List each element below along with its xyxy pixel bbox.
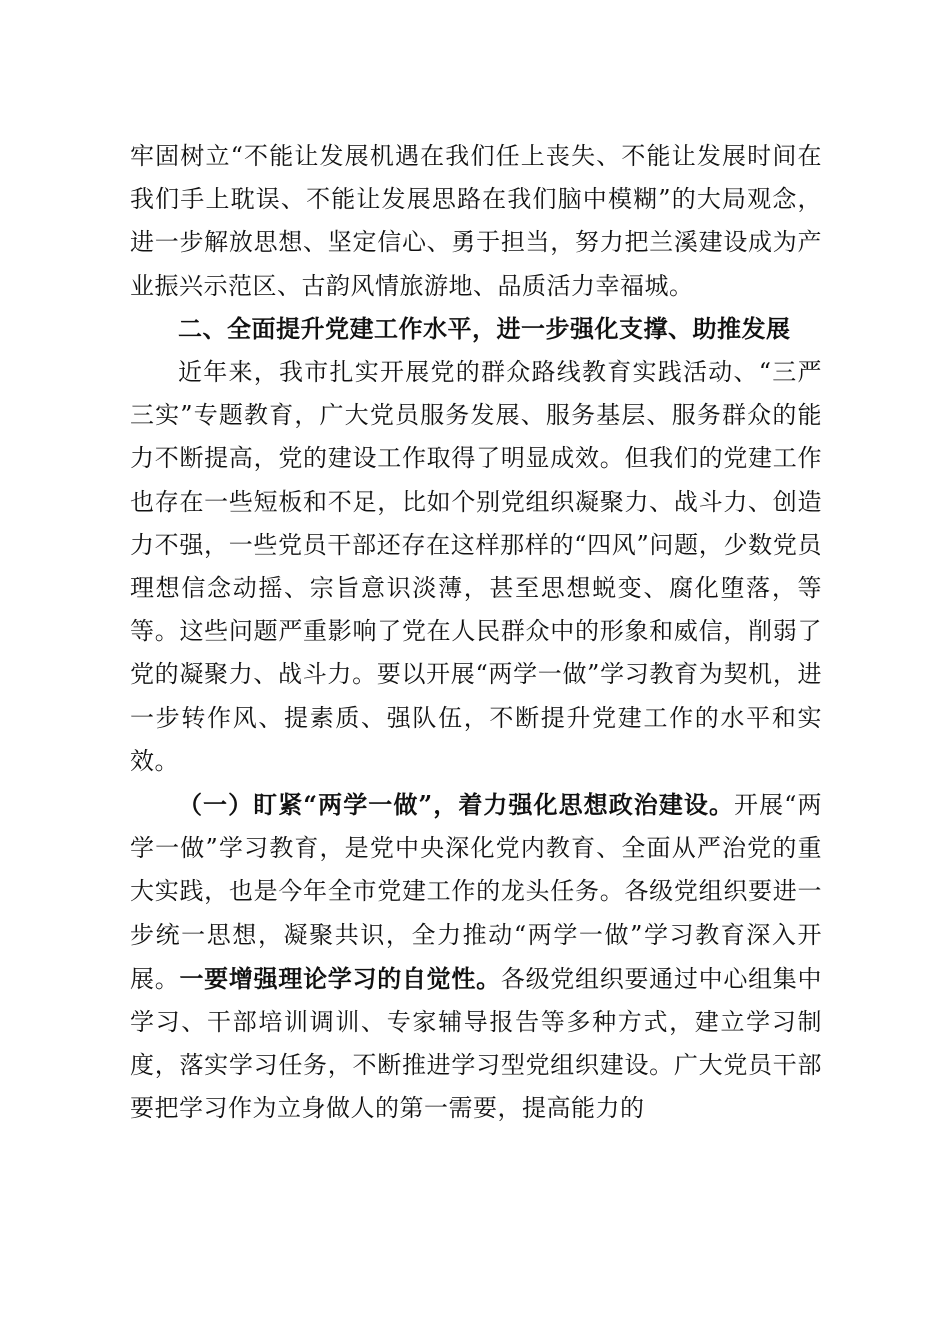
section-heading-2: 二、全面提升党建工作水平，进一步强化支撑、助推发展 xyxy=(178,314,791,343)
paragraph-text-a: 开展“两学一做”学习教育，是党中央深化党内教育、全面从严治党的重大实践，也是今年全市党建工作的龙头任务。各级党组织要进一步统一思想，凝聚共识，全力推动“两学一做”学习教育深入开展。 xyxy=(130,791,822,993)
document-page xyxy=(130,135,822,1131)
paragraph-intro: 牢固树立“不能让发展机遇在我们任上丧失、不能让发展时间在我们手上耽误、不能让发展思路在我们脑中模糊”的大局观念，进一步解放思想、坚定信心、勇于担当，努力把兰溪建设成为产业振兴示范区、古韵风情旅游地、品质活力幸福城。 xyxy=(130,142,822,300)
paragraph-two-studies xyxy=(130,783,822,1131)
paragraph-text-b: 各级党组织要通过中心组集中学习、干部培训调训、专家辅导报告等多种方式，建立学习制度，落实学习任务，不断推进学习型党组织建设。广大党员干部要把学习作为立身做人的第一需要，提高能力的 xyxy=(130,964,823,1123)
paragraph-party-building: 近年来，我市扎实开展党的群众路线教育实践活动、“三严三实”专题教育，广大党员服务发展、服务基层、服务群众的能力不断提高，党的建设工作取得了明显成效。但我们的党建工作也存在一些短板和不足，比如个别党组织凝聚力、战斗力、创造力不强，一些党员干部还存在这样那样的“四风”问题，少数党员理想信念动摇、宗旨意识淡薄，甚至思想蜕变、腐化堕落，等等。这些问题严重影响了党在人民群众中的形象和威信，削弱了党的凝聚力、战斗力。要以开展“两学一做”学习教育为契机，进一步转作风、提素质、强队伍，不断提升党建工作的水平和实效。 xyxy=(130,358,822,775)
point-heading-1: 一要增强理论学习的自觉性。 xyxy=(179,963,501,993)
subsection-heading-1: （一）盯紧“两学一做”，着力强化思想政治建设。 xyxy=(178,790,735,820)
